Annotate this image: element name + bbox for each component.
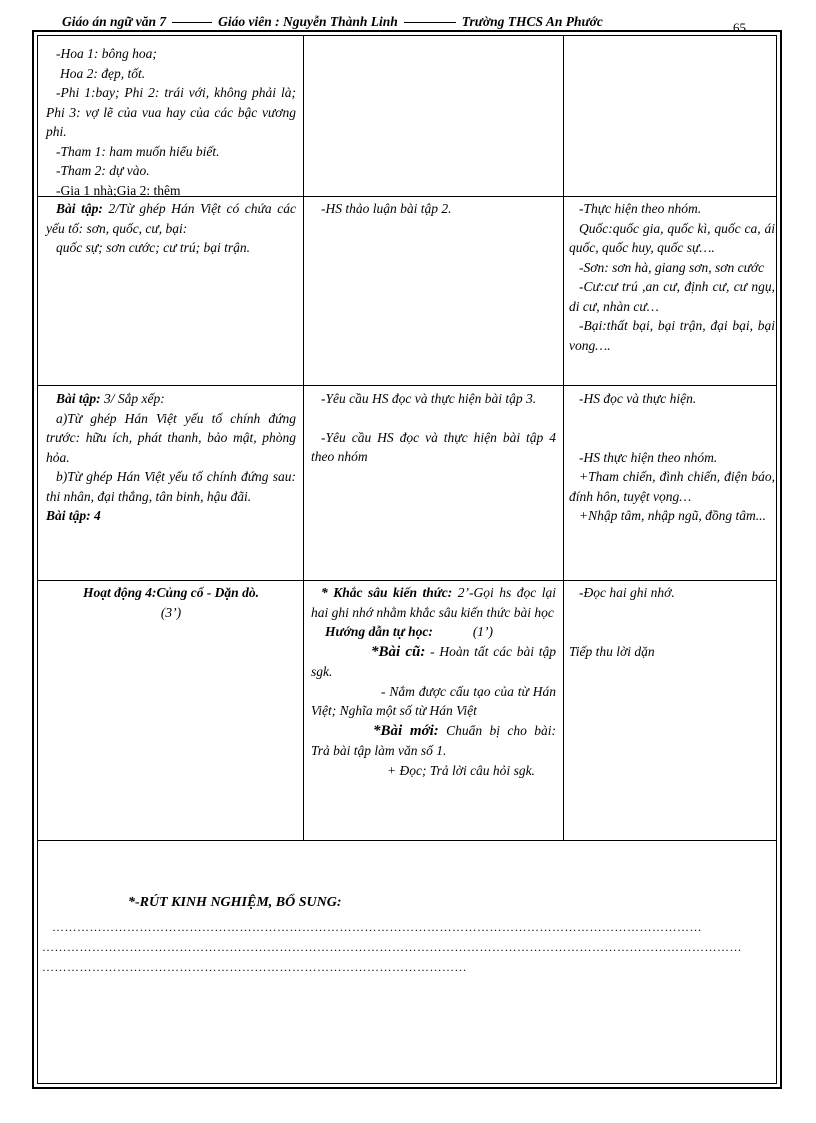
row3-col3 — [569, 389, 775, 526]
row4-col3 — [569, 583, 775, 661]
dotted-line: ………………………………………………………………………………………………………………………………………… — [52, 920, 702, 934]
section-label: Hướng dẫn tự học: — [325, 624, 433, 639]
activity-time: (3’) — [160, 604, 182, 620]
student-activity: -HS đọc và thực hiện. — [579, 391, 697, 406]
section-text: - Nắm được cấu tạo của từ Hán Việt; Nghĩa một số từ Hán Việt — [311, 683, 556, 718]
list-item: -Sơn: sơn hà, giang sơn, sơn cước — [579, 259, 765, 275]
section-text: + Đọc; Trả lời câu hỏi sgk. — [387, 762, 535, 778]
student-activity: Tiếp thu lời dặn — [569, 643, 655, 659]
list-item: -Bại:thất bại, bại trận, đại bại, bại vong…. — [569, 318, 775, 353]
section-text: Chuẩn bị cho bài: Trả bài tập làm văn số 1. — [311, 722, 556, 758]
section-time: (1’) — [472, 624, 494, 639]
exercise-text: 2/Từ ghép Hán Việt có chứa các yếu tố: sơn, quốc, cư, bại: — [46, 201, 296, 236]
page-number: 65 — [733, 20, 746, 35]
row2-col2 — [311, 199, 556, 219]
header-teacher: Giáo viên : Nguyễn Thành Linh — [218, 14, 398, 29]
row3-col2 — [311, 389, 556, 467]
row2-col1 — [46, 199, 296, 258]
review-title: *-RÚT KINH NGHIỆM, BỔ SUNG: — [128, 895, 342, 910]
list-item: -Hoa 1: bông hoa; — [56, 46, 157, 61]
header-school: Trường THCS An Phước — [461, 14, 603, 29]
teacher-activity: -Yêu cầu HS đọc và thực hiện bài tập 3. — [321, 391, 537, 406]
student-answer: +Nhập tâm, nhập ngũ, đồng tâm... — [579, 508, 766, 523]
list-item: -Cư:cư trú ,an cư, định cư, cư ngụ, di cư, nhàn cư… — [569, 279, 775, 314]
exercise-label-4: Bài tập: 4 — [46, 508, 101, 523]
student-activity: -HS thực hiện theo nhóm. — [579, 449, 718, 465]
list-item: Hoa 2: đẹp, tốt. — [60, 65, 146, 81]
exercise-label: Bài tập: — [56, 201, 103, 216]
teacher-activity: -HS thảo luận bài tập 2. — [321, 201, 452, 216]
section-label: * Khắc sâu kiến thức: — [321, 585, 453, 600]
list-item: -Tham 2: dự vào. — [56, 163, 150, 178]
section-label: *Bài mới: — [373, 722, 439, 739]
exercise-answer: quốc sự; sơn cước; cư trú; bại trận. — [56, 240, 250, 255]
table-row-divider — [37, 385, 777, 386]
dotted-line: ………………………………………………………………………………………… — [42, 960, 467, 974]
teacher-activity: -Yêu cầu HS đọc và thực hiện bài tập 4 theo nhóm — [311, 429, 556, 464]
exercise-label: Bài tập: — [56, 391, 101, 406]
section-text: - Hoàn tất các bài tập sgk. — [311, 643, 556, 679]
section-label: *Bài cũ: — [371, 643, 426, 660]
section-text: 2’-Gọi hs đọc lại hai ghi nhớ nhằm khắc sâu kiến thức bài học — [311, 585, 556, 620]
table-row-divider — [37, 580, 777, 581]
row2-col3 — [569, 199, 775, 355]
table-row-divider — [37, 840, 777, 841]
student-activity: -Đọc hai ghi nhớ. — [579, 585, 675, 600]
list-item: Quốc:quốc gia, quốc kì, quốc ca, ái quốc, quốc huy, quốc sự…. — [569, 220, 775, 255]
dotted-line: …………………………………………………………………………………………………………………………………………………… — [42, 940, 742, 954]
row3-col1 — [46, 389, 296, 526]
exercise-title: 3/ Sắp xếp: — [100, 391, 165, 406]
student-answer: +Tham chiến, đình chiến, điện báo, đính hôn, tuyệt vọng… — [569, 469, 775, 504]
list-item: -Thực hiện theo nhóm. — [579, 201, 702, 216]
page-header — [62, 14, 762, 30]
activity-title: Hoạt động 4:Củng cố - Dặn dò. — [83, 585, 259, 600]
row4-col1 — [46, 583, 296, 622]
exercise-part-a: a)Từ ghép Hán Việt yếu tố chính đứng trước: hữu ích, phát thanh, bảo mật, phòng hỏa. — [46, 410, 296, 465]
row4-col2 — [311, 583, 556, 780]
table-divider-col2 — [563, 35, 564, 840]
list-item: -Phi 1:bay; Phi 2: trái với, không phải là; Phi 3: vợ lẽ của vua hay của các bậc vương phi. — [46, 85, 296, 139]
list-item: -Tham 1: ham muốn hiểu biết. — [56, 143, 220, 159]
exercise-part-b: b)Từ ghép Hán Việt yếu tố chính đứng sau: thi nhân, đại thắng, tân binh, hậu đãi. — [46, 469, 296, 504]
row1-col1 — [46, 44, 296, 200]
table-divider-col1 — [303, 35, 304, 840]
list-item: -Gia 1 nhà;Gia 2: thêm — [56, 182, 181, 198]
header-subject: Giáo án ngữ văn 7 — [62, 14, 167, 29]
